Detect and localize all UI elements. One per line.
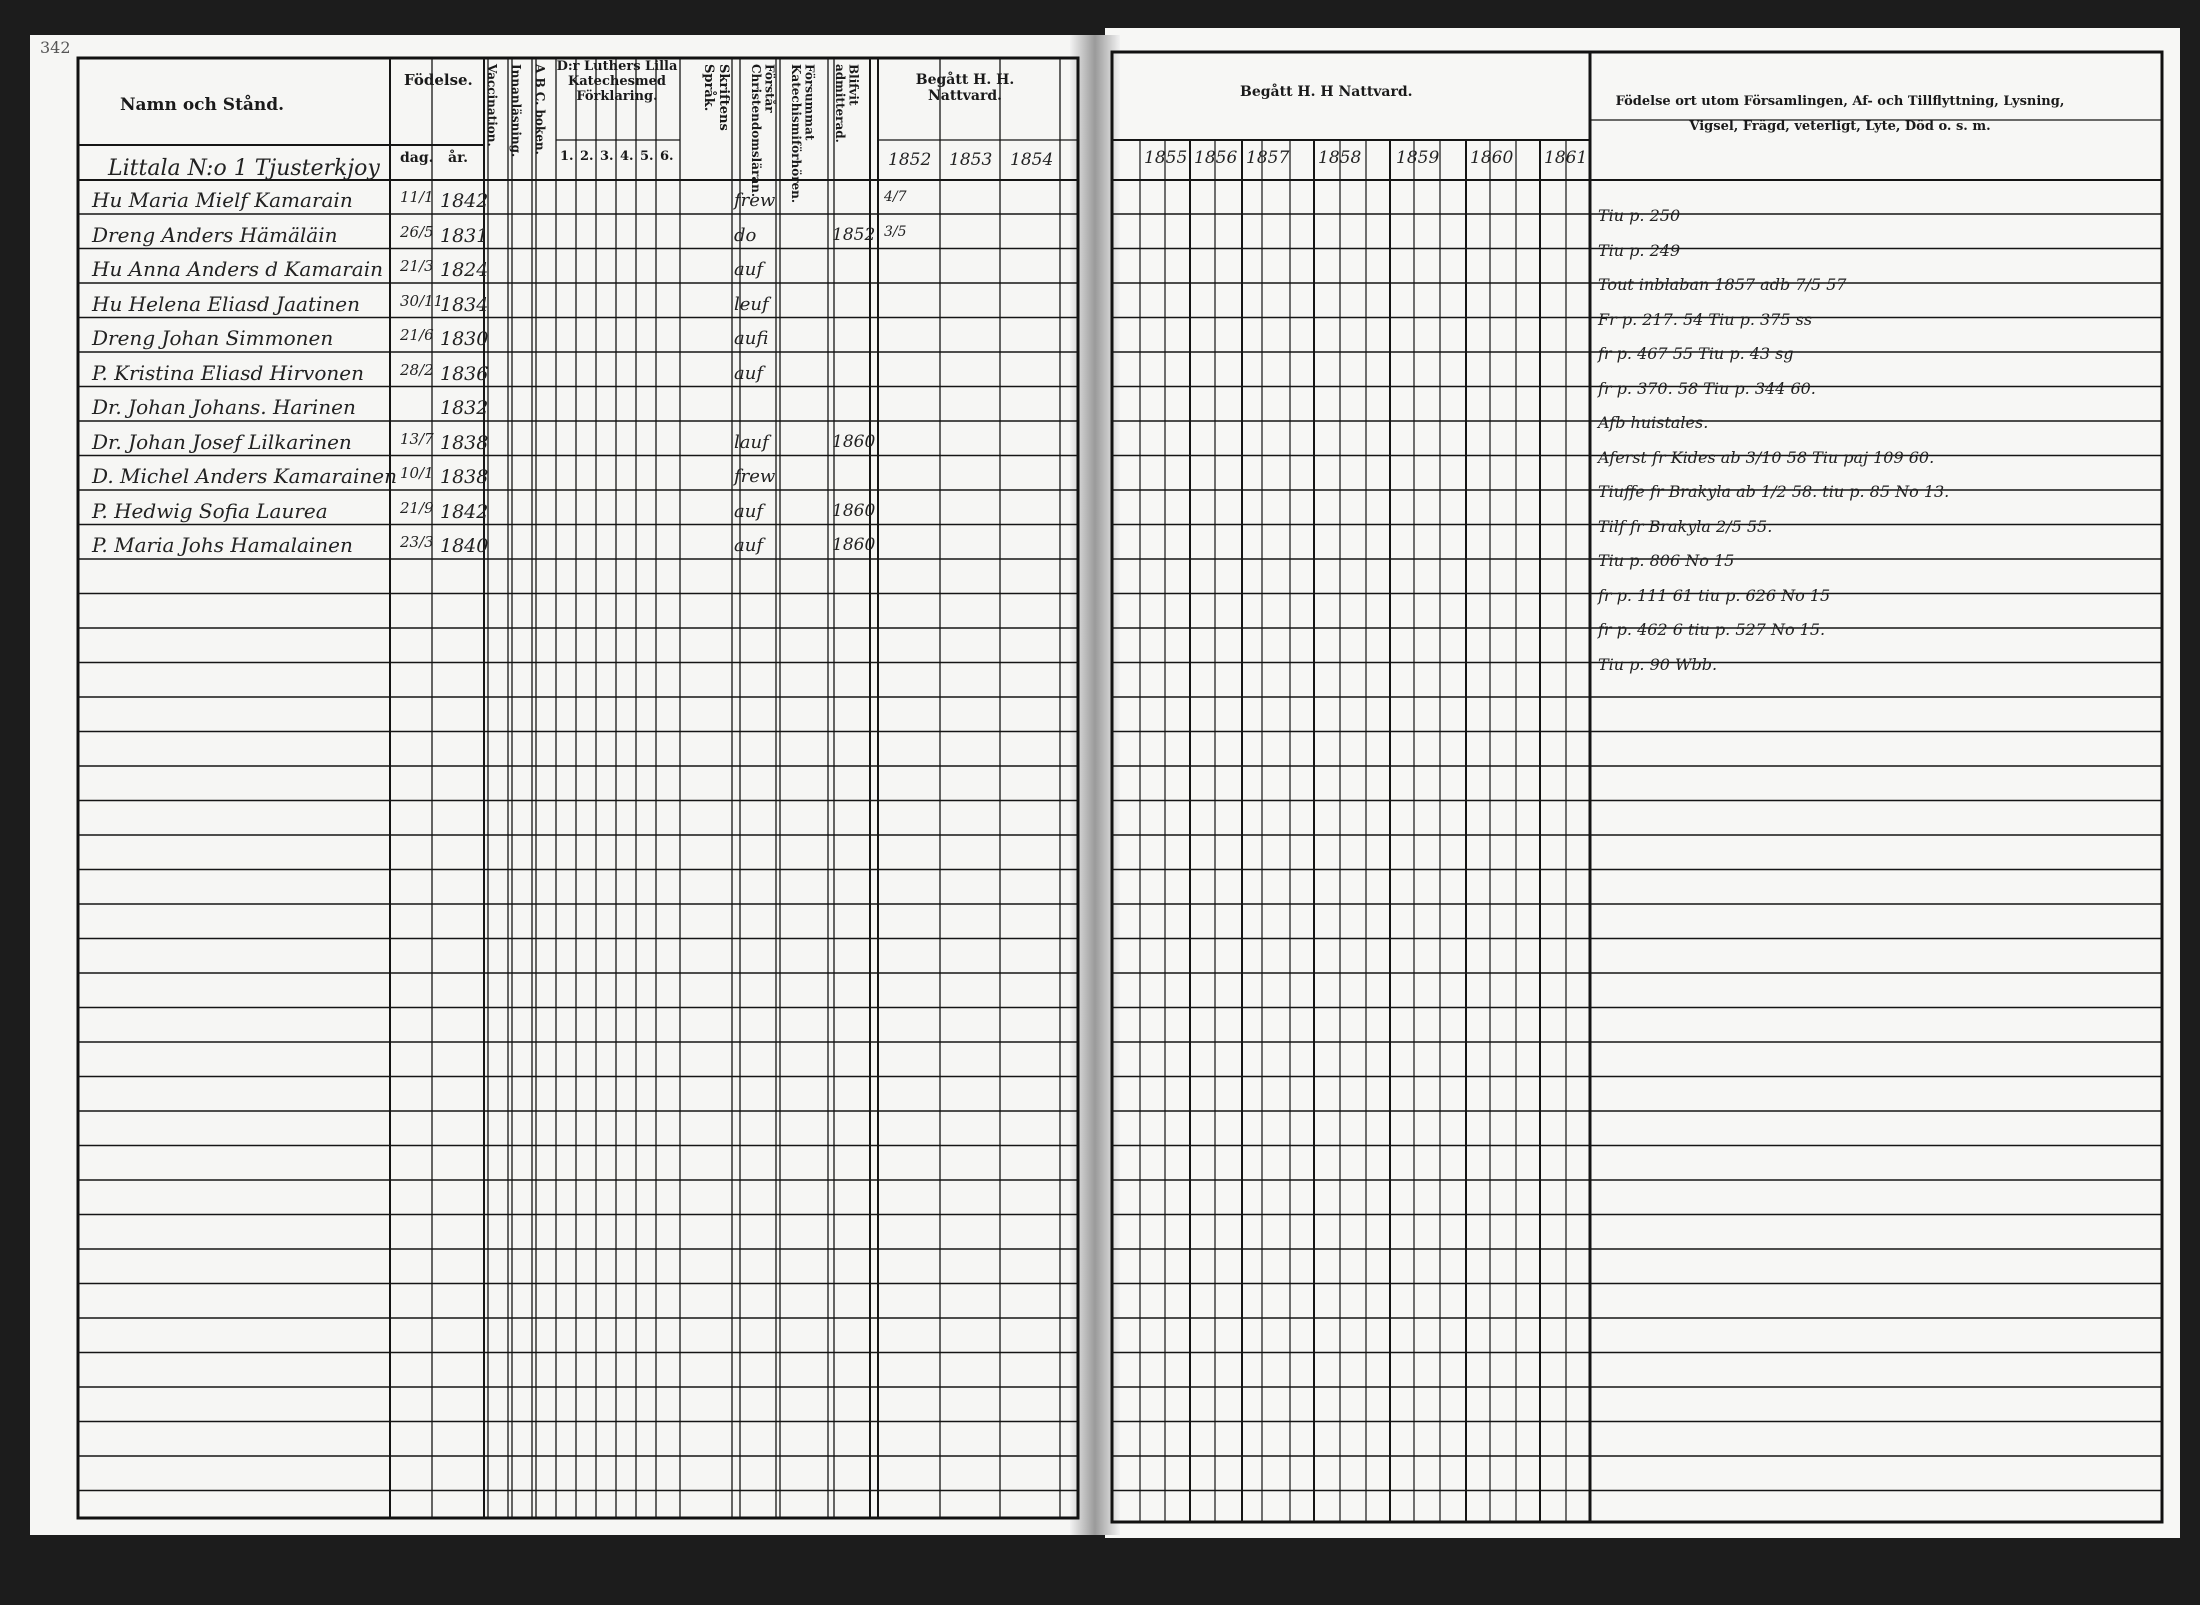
language: auf [734,535,763,556]
admitted: 1860 [832,431,876,452]
birth-year: 1842 [440,500,489,523]
remark-entry: fr p. 370. 58 Tiu p. 344 60. [1598,378,1816,398]
person-name: P. Kristina Eliasd Hirvonen [92,360,364,385]
remark-entry: Tiu p. 806 No 15 [1598,551,1735,570]
header-year: 1861 [1544,148,1588,168]
remark-entry: Tout inblaban 1857 adb 7/5 57 [1598,275,1847,294]
person-name: Hu Anna Anders d Kamarain [92,257,383,281]
header-luther: D:r Luthers Lilla Katechesmed Förklaring. [556,59,678,104]
header-skriftens-sprak: Skriftens Språk. [700,64,731,131]
remark-entry: fr p. 462 6 tiu p. 527 No 15. [1598,620,1826,639]
person-name: Dreng Johan Simmonen [92,326,334,350]
language: frew [734,466,776,487]
admitted: 1860 [832,535,876,555]
birth-year: 1832 [440,397,489,419]
remark-entry: Aferst fr Kides ab 3/10 58 Tiu paj 109 60. [1598,447,1935,467]
remark-entry: Tiu p. 90 Wbb. [1598,654,1718,674]
person-name: Dr. Johan Johans. Harinen [92,395,356,419]
remark-entry: Afb huistales. [1598,413,1709,432]
language: leuf [734,293,769,315]
header-fodelse: Födelse. [404,71,473,89]
language: do [734,224,757,246]
birth-year: 1836 [440,362,489,385]
birth-year: 1838 [440,466,489,488]
birth-year: 1831 [440,224,489,247]
header-luther-col: 5. [640,149,654,164]
header-year: 1855 [1144,148,1188,168]
person-name: P. Maria Johs Hamalainen [92,533,353,557]
remark-entry: Tiu p. 250 [1598,206,1681,225]
admitted: 1860 [832,500,876,521]
language: auf [734,259,763,280]
admitted: 1852 [832,224,876,245]
language: lauf [734,431,769,453]
header-dag: dag. [400,150,434,166]
remark-entry: Fr p. 217. 54 Tiu p. 375 ss [1598,309,1813,329]
birth-year: 1838 [440,431,489,454]
header-begatt-left: Begått H. H. Nattvard. [915,72,1015,105]
birth-day: 21/6 [400,326,434,344]
header-luther-col: 4. [620,149,634,164]
communion-mark: 3/5 [884,223,907,240]
birth-day: 30/11 [400,291,444,310]
header-forsummat: Försummat Katechismiförhören. [788,64,817,204]
language: auf [734,500,763,522]
header-luther-col: 2. [580,149,594,164]
language: frew [734,190,776,211]
birth-day: 26/5 [400,222,434,241]
header-ar: år. [448,150,469,166]
header-innanlasning: Innanläsning. [508,64,523,158]
header-year: 1854 [1010,150,1054,170]
header-luther-col: 6. [660,149,674,164]
birth-year: 1834 [440,293,489,316]
birth-year: 1840 [440,535,489,557]
remark-entry: Tiu p. 249 [1598,240,1681,260]
birth-day: 23/3 [400,533,434,551]
birth-year: 1842 [440,190,489,212]
communion-mark: 4/7 [884,189,907,205]
birth-day: 13/7 [400,429,434,448]
person-name: Hu Helena Eliasd Jaatinen [92,291,360,316]
birth-day: 21/9 [400,498,434,517]
header-year: 1857 [1246,148,1290,168]
header-luther-col: 3. [600,149,614,164]
header-blifvit-admitterad: Blifvit admitterad. [832,64,861,143]
birth-year: 1824 [440,259,489,281]
page-number: 342 [40,38,71,57]
birth-day: 11/1 [400,188,434,206]
birth-day: 28/2 [400,360,434,379]
header-forstar-christen: Förstår Christendomsläran. [748,64,777,197]
header-year: 1852 [888,150,932,170]
remark-entry: Tiuffe fr Brakyla ab 1/2 58. tiu p. 85 No 13. [1598,482,1950,501]
person-name: Dreng Anders Hämäläin [92,222,338,247]
header-year: 1853 [949,150,993,170]
header-remarks: Födelse ort utom Församlingen, Af- och Tillflyttning, Lysning, Vigsel, Frägd, veterligt, Lyte, Död o. s. m. [1615,94,2065,134]
birth-day: 21/3 [400,257,434,275]
remark-entry: fr p. 111 61 tiu p. 626 No 15 [1598,585,1831,605]
header-abc: A B C. boken. [532,64,547,155]
header-luther-col: 1. [560,149,574,164]
birth-year: 1830 [440,328,489,350]
header-year: 1860 [1470,148,1514,168]
header-year: 1856 [1194,148,1238,168]
person-name: Hu Maria Mielf Kamarain [92,188,353,212]
header-year: 1859 [1396,148,1440,168]
header-year: 1858 [1318,148,1362,168]
person-name: P. Hedwig Sofia Laurea [92,498,328,523]
header-begatt-right: Begått H. H Nattvard. [1240,84,1413,100]
person-name: Dr. Johan Josef Lilkarinen [92,429,352,454]
person-name: D. Michel Anders Kamarainen [92,464,397,488]
header-vaccination: Vaccination. [484,64,499,147]
village-name: Littala N:o 1 Tjusterkjoy [108,156,380,181]
language: auf [734,362,763,384]
header-name-stand: Namn och Stånd. [120,95,285,115]
birth-day: 10/1 [400,464,434,482]
remark-entry: Tilf fr Brakyla 2/5 55. [1598,516,1773,536]
language: aufi [734,328,769,349]
remark-entry: fr p. 467 55 Tiu p. 43 sg [1598,344,1794,363]
